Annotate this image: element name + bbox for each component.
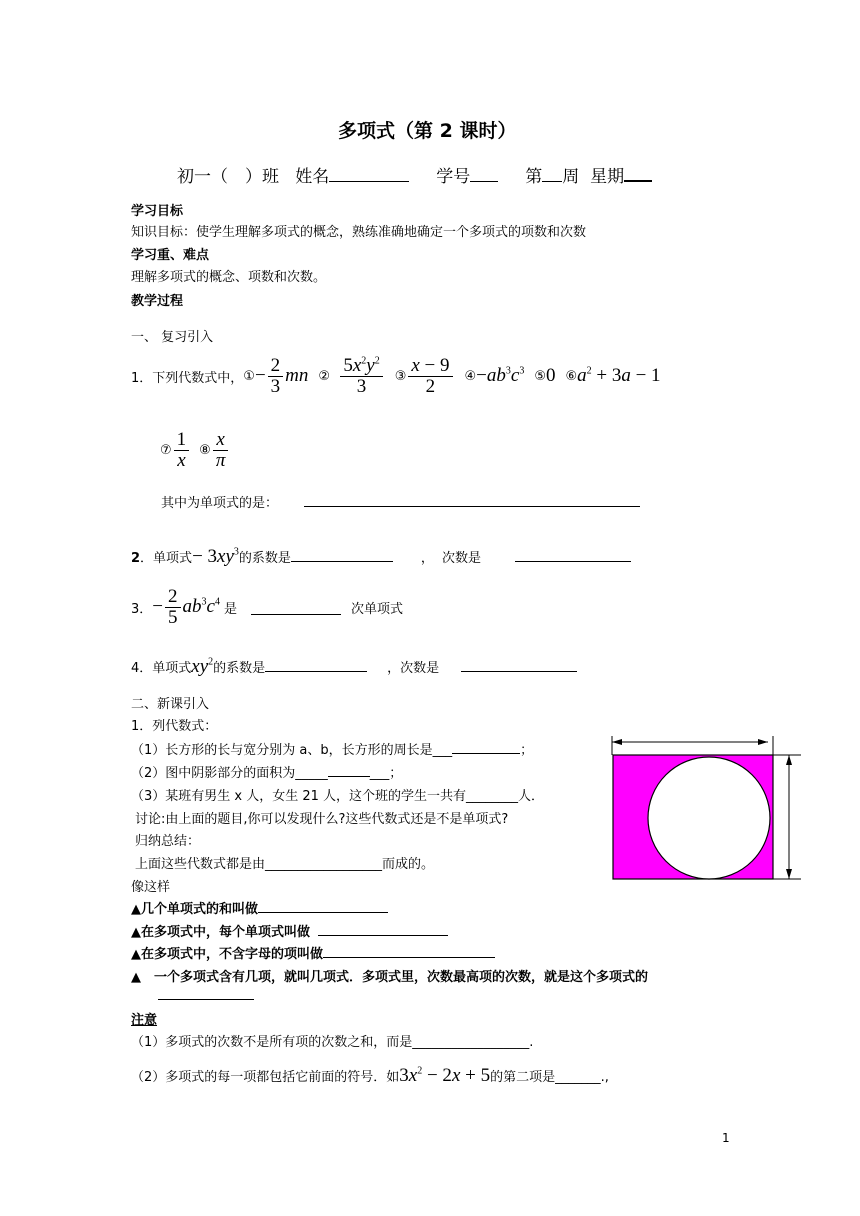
p1-tail: ； <box>520 743 534 758</box>
rectangle-circle-figure <box>606 733 806 885</box>
objectives-text: 知识目标：使学生理解多项式的概念，熟练准确地确定一个多项式的项数和次数 <box>131 225 587 240</box>
week-label: 第 <box>525 167 543 187</box>
number-blank <box>470 167 498 182</box>
page-title: 多项式（第 2 课时） <box>338 120 517 142</box>
number-label: 学号 <box>436 167 471 187</box>
q2-degree-label: 次数是 <box>441 551 481 566</box>
q3-is: 是 <box>223 601 237 617</box>
definition-1-blank <box>258 898 388 913</box>
q1-prefix: 1．下列代数式中， <box>131 370 244 386</box>
expr-5: ⑤ 0 <box>534 365 556 387</box>
definition-3: ▲在多项式中，不含字母的项叫做 <box>131 943 495 962</box>
question-1-continued <box>160 430 230 471</box>
key-points-text: 理解多项式的概念、项数和次数。 <box>131 270 327 285</box>
review-heading: 一、 复习引入 <box>131 330 214 345</box>
q1-answer-blank <box>304 492 640 507</box>
q2-coef-blank <box>291 547 393 562</box>
q2-expr: − $3xy^3$ <box>192 546 239 567</box>
note-2-prefix: （2）多项式的每一项都包括它前面的符号．如 <box>131 1070 400 1085</box>
definition-4: ▲ 一个多项式含有几项，就叫几项式．多项式里，次数最高项的次数，就是这个多项式的 <box>131 970 648 985</box>
q3-blank <box>251 600 341 615</box>
q3-prefix: 3． <box>131 601 153 617</box>
new-lesson-item1: 1．列代数式： <box>131 719 218 734</box>
notes-heading: 注意 <box>131 1013 158 1028</box>
question-4 <box>131 656 577 678</box>
week-suffix: 周 <box>562 167 580 187</box>
q2-coef-label: 的系数是 <box>238 551 291 566</box>
arrow-down-icon <box>786 869 792 879</box>
student-info-line <box>177 162 652 187</box>
q2-text: ．单项式 <box>140 551 193 566</box>
arrow-up-icon <box>786 755 792 765</box>
arrow-left-icon <box>612 739 622 745</box>
q4-degree-label: ，次数是 <box>387 661 440 676</box>
definition-4-blank <box>158 985 254 1000</box>
question-3: 3． − $\frac{2}{5}$ $ab^3c^4$ 是 次单项式 <box>131 586 403 628</box>
question-2 <box>131 546 631 568</box>
q2-degree-blank <box>515 547 631 562</box>
week-blank <box>542 167 562 182</box>
process-heading: 教学过程 <box>131 294 184 309</box>
q4-prefix: 4．单项式 <box>131 661 192 676</box>
expr-7: ⑦ $\frac{1}{x}$ <box>160 430 191 471</box>
expr-6: ⑥ $a^2 + 3a - 1$ <box>565 365 661 387</box>
class-label: 初一（ ）班 <box>177 167 279 187</box>
summary-label: 归纳总结： <box>135 834 201 849</box>
note-2-expr: $3x^2 - 2x + 5$ <box>399 1065 491 1086</box>
arrow-right-icon <box>758 739 768 745</box>
definition-3-blank <box>323 943 495 958</box>
p2-text: （2）图中阴影部分的面积为_____ <box>131 766 328 781</box>
new-lesson-p3: （3）某班有男生 x 人，女生 21 人，这个班的学生一共有________人． <box>131 789 545 804</box>
expr-1: ① − $\frac{2}{3}$ mn <box>243 355 309 397</box>
q4-expr: $xy^2$ <box>191 656 214 677</box>
p1-text: （1）长方形的长与宽分别为 a、b，长方形的周长是___ <box>131 743 453 758</box>
key-points-heading: 学习重、难点 <box>131 248 210 263</box>
note-1: （1）多项式的次数不是所有项的次数之和，而是__________________. <box>131 1035 534 1050</box>
page-number: 1 <box>722 1131 730 1145</box>
expr-4: ④ $-ab^3c^3$ <box>464 365 525 387</box>
q4-coef-blank <box>265 657 367 672</box>
discussion-text: 讨论:由上面的题目,你可以发现什么?这些代数式还是不是单项式? <box>135 812 509 827</box>
name-blank <box>329 167 409 182</box>
expr-2: ② $\frac{5x^2y^2}{3}$ <box>318 356 384 397</box>
q1-answer-line <box>161 492 640 511</box>
inner-circle <box>648 757 770 879</box>
q2-number: 2 <box>131 551 141 566</box>
q3-suffix: 次单项式 <box>350 601 403 617</box>
new-lesson-p1 <box>131 739 533 758</box>
objectives-heading: 学习目标 <box>131 204 184 219</box>
definition-2: ▲在多项式中，每个单项式叫做 <box>131 921 448 940</box>
new-lesson-heading: 二、新课引入 <box>131 697 210 712</box>
summary-text: 上面这些代数式都是由__________________而成的。 <box>135 857 435 872</box>
q4-coef-label: 的系数是 <box>213 661 266 676</box>
expr-3: ③ $\frac{x - 9}{2}$ <box>395 356 455 397</box>
definition-1: ▲几个单项式的和叫做 <box>131 898 388 917</box>
q4-degree-blank <box>461 657 577 672</box>
p1-blank <box>452 739 520 754</box>
p2-blank <box>328 762 370 777</box>
weekday-label: 星期 <box>590 167 625 187</box>
note-2 <box>131 1065 609 1087</box>
q1-answer-label: 其中为单项式的是： <box>161 496 279 511</box>
definition-2-blank <box>318 921 448 936</box>
name-label: 姓名 <box>295 167 330 187</box>
weekday-blank <box>624 166 652 182</box>
new-lesson-p2 <box>131 762 402 781</box>
note-2-suffix: 的第二项是_______., <box>490 1070 609 1085</box>
expr-8: ⑧ $\frac{x}{\pi}$ <box>199 430 230 471</box>
p2-tail: ___； <box>369 766 403 781</box>
q2-comma: ， <box>420 551 434 566</box>
like-this-label: 像这样 <box>131 880 171 895</box>
question-1 <box>131 356 661 397</box>
